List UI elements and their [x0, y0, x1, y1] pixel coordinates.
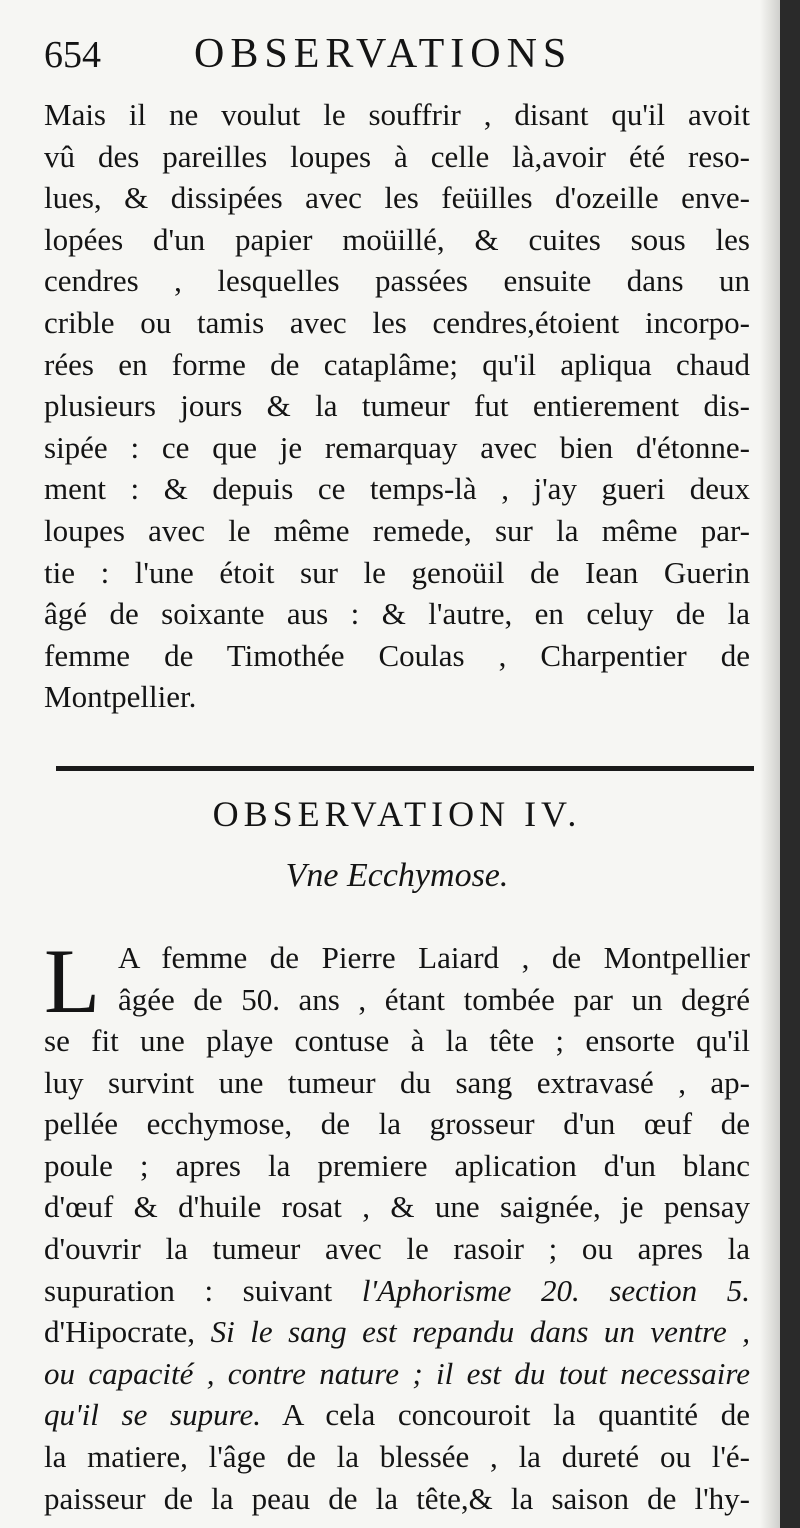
page-number: 654 [44, 34, 101, 76]
running-head: OBSERVATIONS [194, 31, 573, 77]
text-line: cendres , lesquelles passées ensuite dans un [44, 263, 750, 299]
text-line: lues, & dissipées avec les feüilles d'ozeille enve- [44, 180, 750, 216]
text-italic: Si le sang est repandu dans un ventre , [210, 1314, 750, 1350]
text-italic: qu'il se supure. [44, 1397, 262, 1433]
text-line [44, 1311, 750, 1353]
text-line: plusieurs jours & la tumeur fut entierement dis- [44, 388, 750, 424]
text-line: pellée ecchymose, de la grosseur d'un œuf de [44, 1106, 750, 1142]
text-line: tie : l'une étoit sur le genoüil de Iean Guerin [44, 554, 750, 590]
page-edge-shadow [760, 0, 780, 1528]
text-line: Montpellier. [44, 679, 197, 715]
text-italic: l'Aphorisme 20. section 5. [361, 1272, 750, 1308]
top-paragraph [44, 94, 750, 718]
text-roman: A cela concouroit la quantité de [261, 1397, 750, 1433]
text-line: vû des pareilles loupes à celle là,avoir été reso- [44, 138, 750, 174]
text-line: d'œuf & d'huile rosat , & une saignée, je pensay [44, 1189, 750, 1225]
text-line: paisseur de la peau de la tête,& la saison de l'hy- [44, 1480, 750, 1516]
text-line: loupes avec le même remede, sur la même par- [44, 512, 750, 548]
section-divider [56, 766, 754, 771]
text-line: crible ou tamis avec les cendres,étoient incorpo- [44, 304, 750, 340]
text-line: sipée : ce que je remarquay avec bien d'étonne- [44, 429, 750, 465]
text-line: ou capacité , contre nature ; il est du tout necessaire [44, 1355, 750, 1391]
text-line: lopées d'un papier moüillé, & cuites sous les [44, 221, 750, 257]
page-header [44, 30, 750, 94]
text-line: la matiere, l'âge de la blessée , la dureté ou l'é- [44, 1439, 750, 1475]
text-line: âgé de soixante aus : & l'autre, en celuy de la [44, 596, 750, 632]
text-line: se fit une playe contuse à la tête ; ensorte qu'il [44, 1023, 750, 1059]
text-line: poule ; apres la premiere aplication d'un blanc [44, 1147, 750, 1183]
text-roman: d'Hipocrate, [44, 1314, 211, 1350]
text-line: âgée de 50. ans , étant tombée par un degré [118, 981, 750, 1017]
observation-title: OBSERVATION IV. [212, 793, 582, 834]
text-line: Mais il ne voulut le souffrir , disant qu'il avoit [44, 97, 750, 132]
text-line: luy survint une tumeur du sang extravasé , ap- [44, 1064, 750, 1100]
text-line: A femme de Pierre Laiard , de Montpellier [118, 939, 750, 975]
text-line: ment : & depuis ce temps-là , j'ay gueri deux [44, 471, 750, 507]
observation-subtitle: Vne Ecchymose. [285, 856, 509, 894]
text-line: rées en forme de cataplâme; qu'il apliqua chaud [44, 346, 750, 382]
text-line [44, 1394, 750, 1436]
text-line [44, 1270, 750, 1312]
text-line: d'ouvrir la tumeur avec le rasoir ; ou apres la [44, 1231, 750, 1267]
observation-body [44, 929, 750, 1519]
drop-cap: L [44, 929, 101, 1032]
text-roman: supuration : suivant [44, 1272, 362, 1308]
text-line: femme de Timothée Coulas , Charpentier de [44, 637, 750, 673]
